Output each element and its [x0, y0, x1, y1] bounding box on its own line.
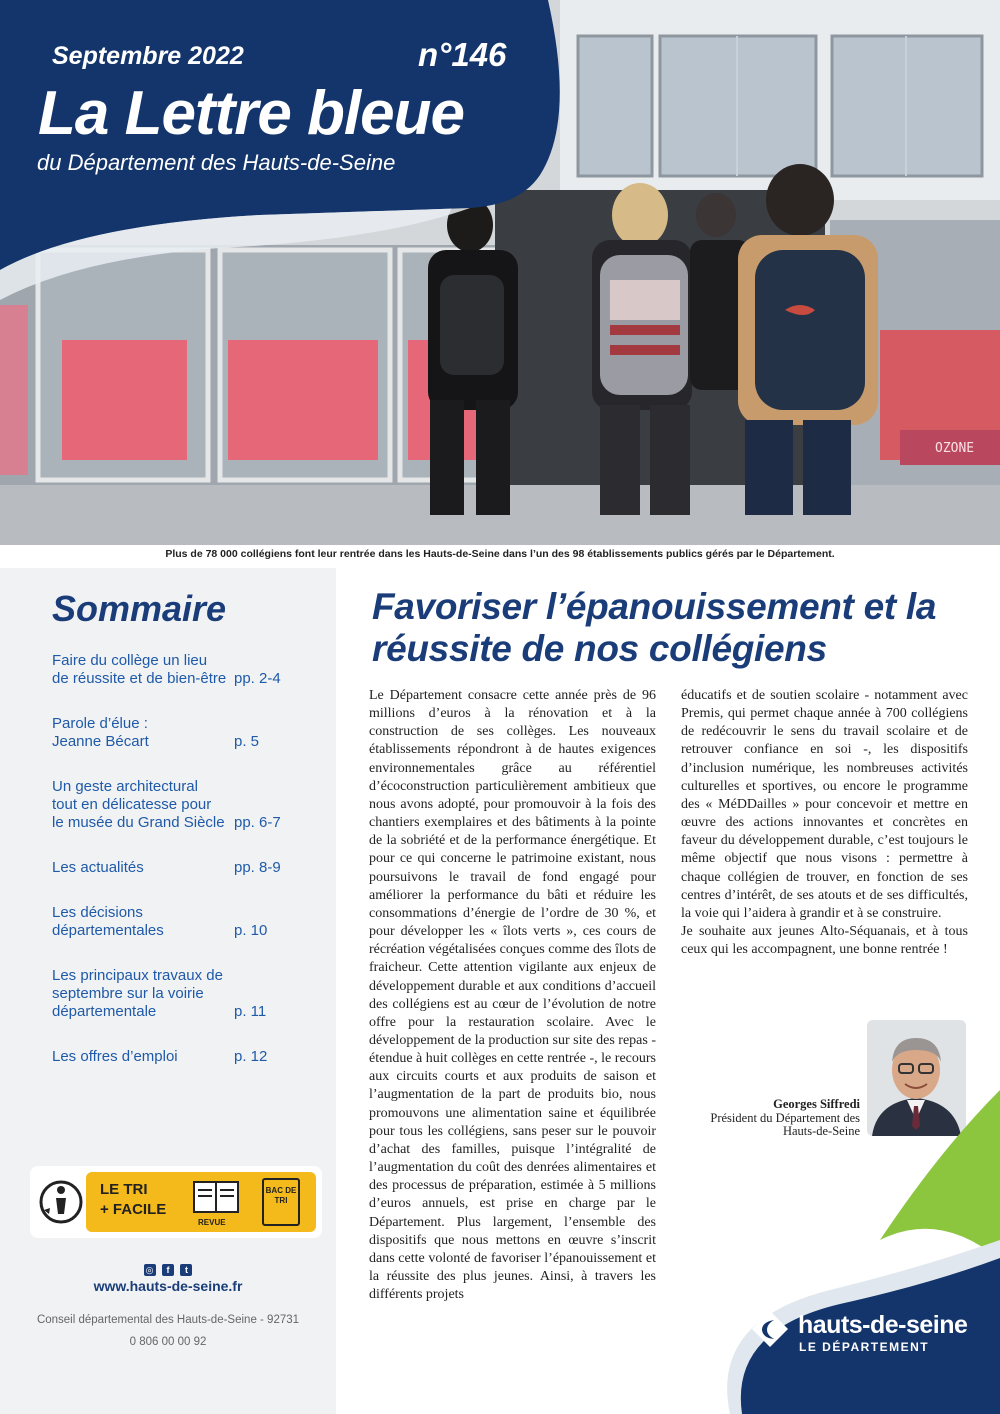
signature-name: Georges Siffredi	[773, 1097, 860, 1111]
revue-label: REVUE	[198, 1218, 226, 1227]
article-paragraph: Je souhaite aux jeunes Alto-Séquanais, et à tous ceux qui les accompagnent, une bonne rentrée !	[681, 924, 968, 958]
website-link[interactable]: www.hauts-de-seine.fr	[93, 1278, 243, 1294]
sommaire-sidebar	[0, 568, 336, 1414]
toc-item-label: Faire du collège un lieu de réussite et de bien-être	[52, 652, 227, 687]
toc-item[interactable]	[52, 904, 302, 940]
instagram-icon[interactable]: ◎	[144, 1264, 156, 1276]
toc-item-page: pp. 6-7	[234, 814, 281, 831]
toc-item[interactable]	[52, 652, 302, 688]
brand-corner-shapes	[700, 1090, 1000, 1414]
facebook-icon[interactable]: f	[162, 1264, 174, 1276]
tri-line1: LE TRI	[100, 1181, 148, 1198]
toc-item-page: p. 5	[234, 733, 260, 750]
issue-number: n°146	[418, 36, 507, 73]
brand-department: LE DÉPARTEMENT	[799, 1340, 930, 1354]
toc-item-page: p. 12	[234, 1048, 268, 1065]
toc-item-page: pp. 8-9	[234, 859, 281, 876]
recycling-banner	[30, 1166, 322, 1238]
article-paragraph: éducatifs et de soutien scolaire - notamment avec Premis, qui permet chaque année à 700 collégiens de redécouvrir le sens du travail scolaire et de retrouver confiance en soi -, les dispositifs d’inclusion numérique, les nombreuses activités culturelles et sportives, ou encore le programme des « MéDDailles » pour concevoir et mettre en œuvre des actions innovantes et concrètes en faveur du développement durable, c’est toujours le même objectif que nous visons : permettre à chaque collégien de trouver, en fonction de ses centres d’intérêt, de ses atouts et de ses difficultés, la voie qui l’aidera à grandir et à se construire.	[681, 688, 968, 921]
signature-role: Président du Département des Hauts-de-Seine	[710, 1111, 860, 1138]
masthead	[0, 0, 570, 300]
toc-item[interactable]	[52, 715, 302, 751]
photo-caption	[0, 548, 1000, 560]
article-paragraph: Le Département consacre cette année près de 96 millions d’euros à la rénovation et à la construction de ses collèges. Les nouveaux établissements répondront à de hautes exigences environnementales grâce au référentiel d’écoconstruction particulièrement ambitieux que nous avons adopté, pour promouvoir à la fois des chantiers exemplaires et des bâtiments à la pointe de la sobriété et de la performance énergétique. Et pour ce qui concerne le patrimoine existant, nous poursuivons le travail de fond engagé pour améliorer la performance du bâti et réduire les consommations d’énergie de l’ordre de 30 %, et pour développer les « îlots verts », ces cours de récréation végétalisées conçues comme des îlots de fraicheur. Cette attention vigilante aux enjeux de développement durable et aux conditions d’accueil des collégiens est au cœur de l’évolution de notre offre pour la restauration scolaire. Avec le développement de la production sur site des repas - étendue à huit collèges en cette rentrée -, le recours aux circuits courts et aux produits de saison et l’augmentation de la part de produits bio, nous promouvons une alimentation saine et équilibrée pour tous les collégiens, sans peser sur le pouvoir d’achat des familles, puisque l’intégralité de l’augmentation du coût des denrées alimentaires et des processus de préparation, estimée à 5 millions d’euros annuels, est prise en charge par le Département. Plus largement, l’ensemble des dispositifs que nous mettons en œuvre s’inscrit dans cette volonté de favoriser l’épanouissement et la réussite des plus jeunes. Ainsi, à travers les différents projets	[369, 688, 656, 1303]
toc-item-label: Les décisions départementales	[52, 904, 164, 939]
phone-number: 0 806 00 00 92	[129, 1336, 207, 1348]
article-column-2	[681, 687, 968, 959]
toc-item-label: Parole d’élue : Jeanne Bécart	[52, 715, 149, 750]
toc-item-page: p. 11	[234, 1003, 267, 1020]
council-address: Conseil départemental des Hauts-de-Seine - 92731	[36, 1314, 300, 1326]
toc-item[interactable]	[52, 1048, 302, 1066]
article-column-1	[369, 687, 656, 1304]
publication-subtitle: du Département des Hauts-de-Seine	[37, 150, 396, 175]
twitter-icon[interactable]: t	[180, 1264, 192, 1276]
brand-name: hauts-de-seine	[798, 1311, 968, 1339]
social-links	[0, 1260, 336, 1278]
ozone-sign: OZONE	[935, 441, 975, 456]
toc-item[interactable]	[52, 859, 302, 877]
toc-item-page: pp. 2-4	[234, 670, 281, 687]
toc-item-label: Les actualités	[52, 859, 144, 876]
bac-de-tri-icon: BAC DE TRI	[262, 1178, 300, 1226]
magazine-icon	[192, 1180, 240, 1214]
issue-date: Septembre 2022	[52, 42, 244, 70]
article-title: Favoriser l’épanouissement et la réussite de nos collégiens	[372, 586, 937, 669]
toc-item-label: Les principaux travaux de septembre sur la voirie départementale	[52, 967, 223, 1020]
toc-item-page: p. 10	[234, 922, 268, 939]
toc-item-label: Un geste architectural tout en délicatesse pour le musée du Grand Siècle	[52, 778, 225, 831]
table-of-contents	[52, 652, 302, 1093]
hauts-de-seine-logo-icon	[750, 1309, 790, 1349]
toc-item[interactable]	[52, 967, 302, 1021]
toc-item-label: Les offres d’emploi	[52, 1048, 178, 1065]
brand-corner	[700, 1090, 1000, 1414]
toc-item[interactable]	[52, 778, 302, 832]
tri-line2: + FACILE	[100, 1201, 167, 1218]
photo-caption-text: Plus de 78 000 collégiens font leur rentrée dans les Hauts-de-Seine dans l’un des 98 établissements publics gérés par le Département.	[165, 548, 835, 560]
tri-facile-label	[100, 1180, 166, 1220]
triman-icon	[36, 1172, 86, 1232]
sommaire-title: Sommaire	[52, 588, 227, 629]
publication-title: La Lettre bleue	[38, 79, 464, 148]
